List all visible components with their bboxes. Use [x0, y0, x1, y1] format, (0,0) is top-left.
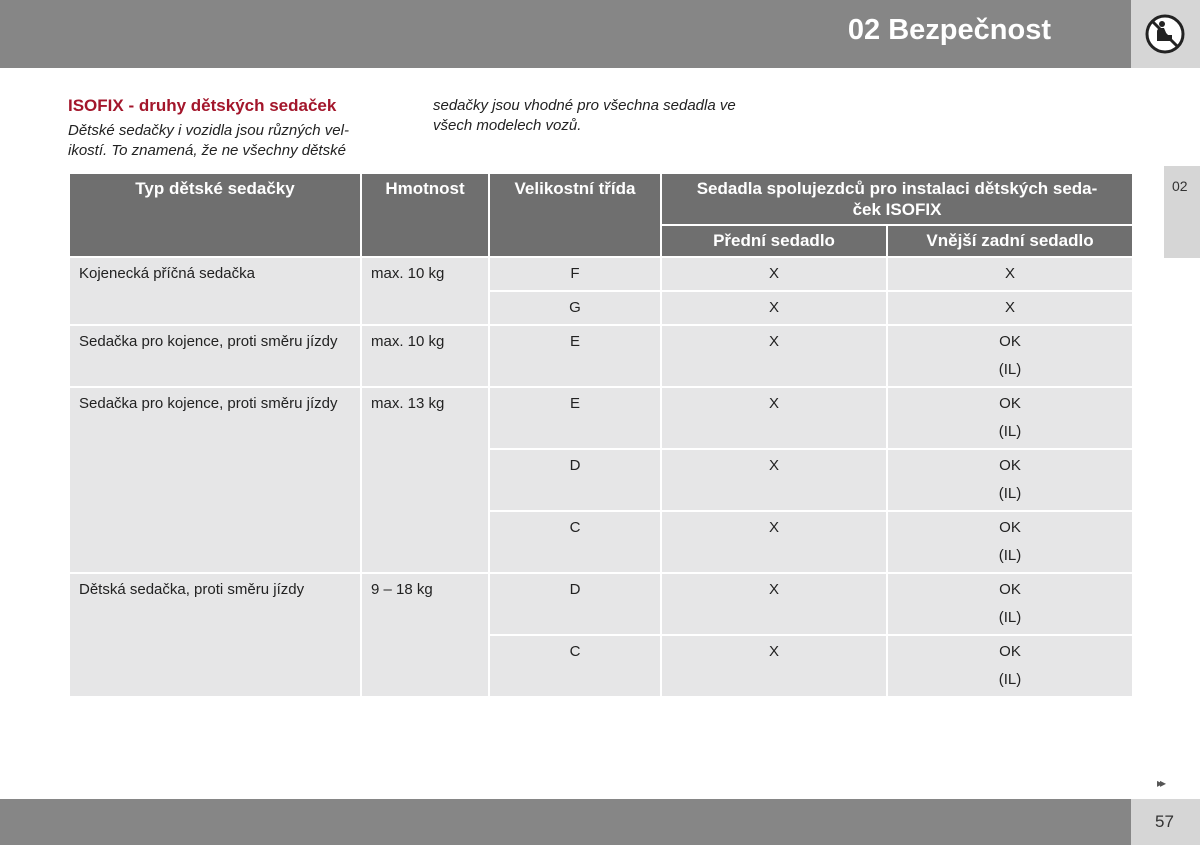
cell-rear: [887, 511, 1133, 573]
intro-line: všech modelech vozů.: [433, 117, 582, 134]
cell-size-class: C: [489, 511, 661, 573]
chapter-tab-label: 02: [1172, 178, 1188, 194]
cell-front: X: [661, 449, 887, 511]
cell-rear: [887, 449, 1133, 511]
cell-rear-status: OK: [999, 333, 1021, 350]
cell-rear: [887, 325, 1133, 387]
cell-size-class: E: [489, 387, 661, 449]
cell-rear-note: (IL): [998, 485, 1022, 502]
cell-front: X: [661, 257, 887, 291]
cell-size-class: D: [489, 573, 661, 635]
header-bar: [0, 0, 1131, 68]
cell-rear: [887, 573, 1133, 635]
cell-rear-status: OK: [999, 519, 1021, 536]
cell-size-class: C: [489, 635, 661, 697]
cell-size-class: F: [489, 257, 661, 291]
cell-size-class: D: [489, 449, 661, 511]
page-title: 02 Bezpečnost: [847, 14, 1051, 46]
cell-seat-type: Dětská sedačka, proti směru jízdy: [69, 573, 361, 697]
isofix-table: [68, 172, 1134, 698]
cell-rear: X: [887, 291, 1133, 325]
cell-weight: max. 13 kg: [361, 387, 489, 573]
header-seat-type: Typ dětské sedačky: [69, 173, 361, 257]
cell-weight: 9 – 18 kg: [361, 573, 489, 697]
table-row: [69, 387, 1133, 449]
cell-weight: max. 10 kg: [361, 257, 489, 325]
cell-rear-status: OK: [999, 643, 1021, 660]
cell-rear-note: (IL): [998, 609, 1022, 626]
header-rear-seat: Vnější zadní sedadlo: [887, 225, 1133, 257]
table-row: [69, 325, 1133, 387]
cell-rear-status: OK: [999, 581, 1021, 598]
footer-bar: [0, 799, 1131, 845]
chapter-tab[interactable]: [1164, 166, 1200, 258]
cell-rear-note: (IL): [998, 671, 1022, 688]
cell-rear-status: OK: [999, 395, 1021, 412]
header-passenger-seats: [661, 173, 1133, 225]
table-row: [69, 257, 1133, 291]
header-group-line: Sedadla spolujezdců pro instalaci dětských seda-: [696, 179, 1098, 198]
cell-front: X: [661, 387, 887, 449]
cell-rear: X: [887, 257, 1133, 291]
no-child-seat-airbag-icon: [1144, 13, 1186, 55]
cell-rear-note: (IL): [998, 423, 1022, 440]
intro-line: sedačky jsou vhodné pro všechna sedadla ve: [433, 97, 736, 114]
page-number-box: [1131, 799, 1200, 845]
header-front-seat: Přední sedadlo: [661, 225, 887, 257]
header-icon-box: [1131, 0, 1200, 68]
cell-seat-type: Sedačka pro kojence, proti směru jízdy: [69, 325, 361, 387]
cell-weight: max. 10 kg: [361, 325, 489, 387]
cell-size-class: G: [489, 291, 661, 325]
cell-front: X: [661, 635, 887, 697]
cell-rear-note: (IL): [998, 547, 1022, 564]
cell-rear: [887, 387, 1133, 449]
cell-rear-note: (IL): [998, 361, 1022, 378]
intro-line: Dětské sedačky i vozidla jsou různých vel-: [68, 122, 349, 139]
header-weight: Hmotnost: [361, 173, 489, 257]
cell-front: X: [661, 325, 887, 387]
header-size-class: Velikostní třída: [489, 173, 661, 257]
cell-front: X: [661, 291, 887, 325]
cell-size-class: E: [489, 325, 661, 387]
cell-rear: [887, 635, 1133, 697]
header-group-line: ček ISOFIX: [852, 200, 942, 219]
cell-front: X: [661, 573, 887, 635]
cell-seat-type: Sedačka pro kojence, proti směru jízdy: [69, 387, 361, 573]
cell-seat-type: Kojenecká příčná sedačka: [69, 257, 361, 325]
table-row: [69, 573, 1133, 635]
intro-text-column-1: [68, 121, 378, 161]
cell-rear-status: OK: [999, 457, 1021, 474]
page-number: 57: [1155, 812, 1174, 831]
cell-front: X: [661, 511, 887, 573]
double-arrow-right-icon[interactable]: ▸▸: [1157, 776, 1164, 790]
intro-line: ikostí. To znamená, že ne všechny dětské: [68, 142, 346, 159]
section-title: ISOFIX - druhy dětských sedaček: [68, 96, 337, 115]
intro-text-column-2: [433, 96, 773, 136]
